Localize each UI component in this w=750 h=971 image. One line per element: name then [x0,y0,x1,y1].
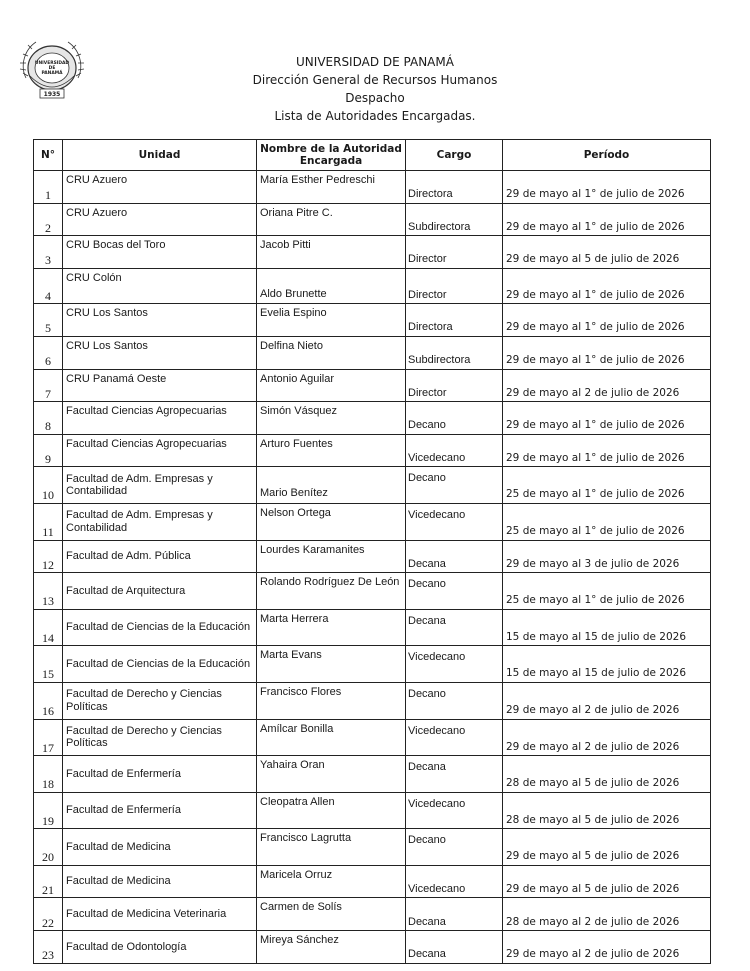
table-row [34,236,711,269]
table-row [34,865,711,898]
table-row [34,646,711,683]
unit-cell: CRU Azuero [63,171,257,204]
position-cell: Directora [406,171,503,204]
row-number-cell: 2 [34,203,63,236]
row-number-cell: 11 [34,503,63,540]
row-number-cell: 15 [34,646,63,683]
svg-text:UNIVERSIDAD: UNIVERSIDAD [34,61,70,66]
row-number-cell: 16 [34,682,63,719]
position-cell: Decana [406,931,503,964]
unit-cell: CRU Azuero [63,203,257,236]
header-office: Despacho [345,91,405,105]
authority-cell: Amílcar Bonilla [257,719,406,756]
authority-cell: Maricela Orruz [257,865,406,898]
unit-cell: Facultad de Enfermería [63,756,257,793]
table-header-row [34,140,711,171]
period-cell: 29 de mayo al 1° de julio de 2026 [503,336,711,369]
table-row [34,573,711,610]
period-cell: 28 de mayo al 5 de julio de 2026 [503,756,711,793]
period-cell: 29 de mayo al 1° de julio de 2026 [503,434,711,467]
position-cell: Subdirectora [406,203,503,236]
table-row [34,171,711,204]
row-number-cell: 22 [34,898,63,931]
column-header-position: Cargo [406,140,503,171]
authority-cell: Simón Vásquez [257,402,406,435]
period-cell: 29 de mayo al 3 de julio de 2026 [503,540,711,573]
table-row [34,540,711,573]
period-cell: 28 de mayo al 2 de julio de 2026 [503,898,711,931]
authorities-table [33,139,711,964]
period-cell: 25 de mayo al 1° de julio de 2026 [503,573,711,610]
authority-cell: Jacob Pitti [257,236,406,269]
row-number-cell: 18 [34,756,63,793]
position-cell: Decano [406,402,503,435]
table-row [34,829,711,866]
period-cell: 25 de mayo al 1° de julio de 2026 [503,467,711,504]
unit-cell: Facultad de Adm. Empresas y Contabilidad [63,467,257,504]
position-cell: Director [406,369,503,402]
table-row [34,467,711,504]
column-header-authority: Nombre de la Autoridad Encargada [257,140,406,171]
row-number-cell: 21 [34,865,63,898]
position-cell: Decano [406,682,503,719]
unit-cell: Facultad de Derecho y Ciencias Políticas [63,682,257,719]
authority-cell: Rolando Rodríguez De León [257,573,406,610]
authority-cell: Carmen de Solís [257,898,406,931]
unit-cell: CRU Bocas del Toro [63,236,257,269]
table-row [34,434,711,467]
unit-cell: Facultad de Enfermería [63,792,257,829]
period-cell: 29 de mayo al 5 de julio de 2026 [503,829,711,866]
unit-cell: Facultad de Arquitectura [63,573,257,610]
header-list-title: Lista de Autoridades Encargadas. [274,109,476,123]
table-body [34,171,711,964]
period-cell: 29 de mayo al 5 de julio de 2026 [503,865,711,898]
table-row [34,792,711,829]
table-row [34,503,711,540]
position-cell: Decana [406,756,503,793]
row-number-cell: 17 [34,719,63,756]
position-cell: Vicedecano [406,719,503,756]
svg-text:1935: 1935 [43,91,61,98]
table-row [34,609,711,646]
row-number-cell: 20 [34,829,63,866]
position-cell: Subdirectora [406,336,503,369]
unit-cell: Facultad de Adm. Pública [63,540,257,573]
row-number-cell: 19 [34,792,63,829]
unit-cell: Facultad Ciencias Agropecuarias [63,402,257,435]
position-cell: Directora [406,304,503,337]
row-number-cell: 10 [34,467,63,504]
period-cell: 29 de mayo al 5 de julio de 2026 [503,236,711,269]
position-cell: Decano [406,573,503,610]
unit-cell: Facultad de Adm. Empresas y Contabilidad [63,503,257,540]
svg-text:PANAMÁ: PANAMÁ [41,71,63,76]
table-row [34,719,711,756]
position-cell: Vicedecano [406,865,503,898]
row-number-cell: 3 [34,236,63,269]
period-cell: 25 de mayo al 1° de julio de 2026 [503,503,711,540]
authority-cell: Mireya Sánchez [257,931,406,964]
period-cell: 29 de mayo al 1° de julio de 2026 [503,402,711,435]
position-cell: Vicedecano [406,792,503,829]
period-cell: 29 de mayo al 2 de julio de 2026 [503,931,711,964]
table-row [34,756,711,793]
row-number-cell: 13 [34,573,63,610]
row-number-cell: 9 [34,434,63,467]
authority-cell: Francisco Lagrutta [257,829,406,866]
unit-cell: Facultad de Ciencias de la Educación [63,609,257,646]
period-cell: 28 de mayo al 5 de julio de 2026 [503,792,711,829]
unit-cell: Facultad de Medicina Veterinaria [63,898,257,931]
authority-cell: Arturo Fuentes [257,434,406,467]
column-header-unit: Unidad [63,140,257,171]
unit-cell: Facultad Ciencias Agropecuarias [63,434,257,467]
authority-cell: Oriana Pitre C. [257,203,406,236]
row-number-cell: 4 [34,268,63,304]
header-university: UNIVERSIDAD DE PANAMÁ [296,55,454,69]
period-cell: 15 de mayo al 15 de julio de 2026 [503,609,711,646]
unit-cell: CRU Colón [63,268,257,304]
period-cell: 29 de mayo al 1° de julio de 2026 [503,171,711,204]
unit-cell: Facultad de Derecho y Ciencias Políticas [63,719,257,756]
unit-cell: CRU Panamá Oeste [63,369,257,402]
table-row [34,369,711,402]
table-row [34,402,711,435]
row-number-cell: 23 [34,931,63,964]
column-header-period: Período [503,140,711,171]
document-header [0,53,750,125]
position-cell: Vicedecano [406,503,503,540]
authority-cell: Antonio Aguilar [257,369,406,402]
row-number-cell: 12 [34,540,63,573]
table-row [34,336,711,369]
table-row [34,304,711,337]
position-cell: Decano [406,829,503,866]
authority-cell: Marta Herrera [257,609,406,646]
period-cell: 29 de mayo al 1° de julio de 2026 [503,304,711,337]
period-cell: 29 de mayo al 1° de julio de 2026 [503,203,711,236]
row-number-cell: 1 [34,171,63,204]
period-cell: 29 de mayo al 2 de julio de 2026 [503,369,711,402]
position-cell: Decano [406,467,503,504]
period-cell: 15 de mayo al 15 de julio de 2026 [503,646,711,683]
unit-cell: Facultad de Odontología [63,931,257,964]
authority-cell: Delfina Nieto [257,336,406,369]
unit-cell: Facultad de Medicina [63,829,257,866]
authority-cell: Marta Evans [257,646,406,683]
authority-cell: Yahaira Oran [257,756,406,793]
authority-cell: María Esther Pedreschi [257,171,406,204]
table-row [34,682,711,719]
row-number-cell: 5 [34,304,63,337]
period-cell: 29 de mayo al 1° de julio de 2026 [503,268,711,304]
column-header-number: N° [34,140,63,171]
unit-cell: Facultad de Ciencias de la Educación [63,646,257,683]
header-department: Dirección General de Recursos Humanos [252,73,498,87]
unit-cell: CRU Los Santos [63,336,257,369]
position-cell: Decana [406,609,503,646]
table-row [34,898,711,931]
table-row [34,268,711,304]
authority-cell: Evelia Espino [257,304,406,337]
position-cell: Director [406,268,503,304]
row-number-cell: 7 [34,369,63,402]
position-cell: Decana [406,540,503,573]
row-number-cell: 6 [34,336,63,369]
authority-cell: Francisco Flores [257,682,406,719]
table-row [34,931,711,964]
table-row [34,203,711,236]
authority-cell: Cleopatra Allen [257,792,406,829]
position-cell: Decana [406,898,503,931]
authority-cell: Nelson Ortega [257,503,406,540]
position-cell: Vicedecano [406,434,503,467]
svg-text:DE: DE [48,66,56,71]
row-number-cell: 14 [34,609,63,646]
unit-cell: CRU Los Santos [63,304,257,337]
authority-cell: Mario Benítez [257,467,406,504]
position-cell: Director [406,236,503,269]
period-cell: 29 de mayo al 2 de julio de 2026 [503,682,711,719]
unit-cell: Facultad de Medicina [63,865,257,898]
authority-cell: Aldo Brunette [257,268,406,304]
row-number-cell: 8 [34,402,63,435]
position-cell: Vicedecano [406,646,503,683]
authority-cell: Lourdes Karamanites [257,540,406,573]
period-cell: 29 de mayo al 2 de julio de 2026 [503,719,711,756]
